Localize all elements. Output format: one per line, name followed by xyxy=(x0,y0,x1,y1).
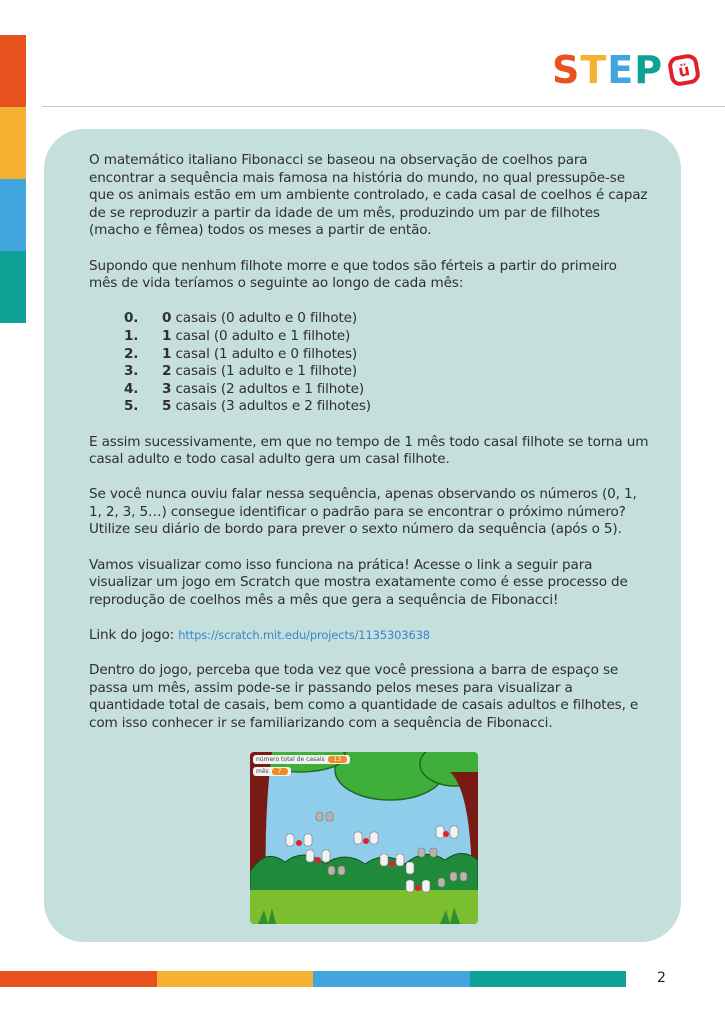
logo-letter-s: S xyxy=(552,48,581,92)
list-item-number: 5. xyxy=(124,398,139,415)
scratch-game-screenshot xyxy=(250,752,478,924)
list-item-value: 1 xyxy=(162,345,172,362)
list-item-number: 1. xyxy=(124,327,139,344)
game-scene xyxy=(250,752,478,924)
paragraph-question: Se você nunca ouviu falar nessa sequência, apenas observando os números (0, 1, 1, 2, 3, 5…) consegue identificar o padrão para se encontrar o próximo número? Utilize seu diário de bordo para prever o sexto número da sequência (após o 5). xyxy=(89,486,637,538)
paragraph-succession: E assim sucessivamente, em que no tempo de 1 mês todo casal filhote se torna um casal adulto e todo casal adulto gera um casal filhote. xyxy=(89,433,649,468)
list-item-text: casais (1 adulto e 1 filhote) xyxy=(171,363,358,380)
monitor-month-value: 7 xyxy=(272,768,288,775)
list-item-value: 5 xyxy=(162,398,172,415)
game-link-label: Link do jogo: xyxy=(89,627,179,644)
list-item xyxy=(89,381,649,399)
side-bar-yellow xyxy=(0,107,26,179)
paragraph-inside-game: Dentro do jogo, perceba que toda vez que você pressiona a barra de espaço se passa um mês, assim pode-se ir passando pelos meses para visualizar a quantidade total de casais, bem como a quantidade de casais adultos e filhotes, e com isso conhecer ir se familiarizando com a sequência de Fibonacci. xyxy=(89,662,639,731)
game-link[interactable]: https://scratch.mit.edu/projects/1135303638 xyxy=(178,628,430,643)
step-logo xyxy=(552,50,699,90)
list-item-value: 0 xyxy=(162,310,172,327)
footer-bar-yellow xyxy=(157,971,314,987)
header-divider xyxy=(42,106,725,107)
list-item xyxy=(89,363,649,381)
list-item-number: 0. xyxy=(124,310,139,327)
side-bar-blue xyxy=(0,179,26,251)
logo-letter-e: E xyxy=(607,48,635,92)
logo-badge-icon: ü xyxy=(667,53,702,88)
list-item-text: casais (0 adulto e 0 filhote) xyxy=(171,310,358,327)
footer-bar-teal xyxy=(470,971,627,987)
monitor-month xyxy=(253,767,291,776)
content-body xyxy=(89,152,649,750)
paragraph-assumption: Supondo que nenhum filhote morre e que todos são férteis a partir do primeiro mês de vida teríamos o seguinte ao longo de cada mês: xyxy=(89,257,617,292)
list-item-value: 2 xyxy=(162,363,172,380)
list-item-value: 3 xyxy=(162,380,172,397)
side-color-bar xyxy=(0,35,26,323)
list-item-text: casal (0 adulto e 1 filhote) xyxy=(171,327,351,344)
logo-letter-p: P xyxy=(634,48,664,92)
monitor-month-label: mês xyxy=(256,768,269,775)
monitor-total-value: 13 xyxy=(328,756,348,763)
list-item xyxy=(89,310,649,328)
month-list xyxy=(89,310,649,416)
footer-color-bar xyxy=(0,971,626,987)
footer-bar-orange xyxy=(0,971,157,987)
list-item-number: 2. xyxy=(124,345,139,362)
game-link-line xyxy=(89,627,649,645)
footer-bar-blue xyxy=(313,971,470,987)
side-bar-orange xyxy=(0,35,26,107)
list-item-text: casais (2 adultos e 1 filhote) xyxy=(171,380,364,397)
list-item-text: casais (3 adultos e 2 filhotes) xyxy=(171,398,371,415)
list-item xyxy=(89,328,649,346)
list-item-number: 3. xyxy=(124,363,139,380)
list-item-value: 1 xyxy=(162,327,172,344)
list-item-number: 4. xyxy=(124,380,139,397)
side-bar-teal xyxy=(0,251,26,323)
monitor-total-couples xyxy=(253,755,350,764)
monitor-total-label: número total de casais xyxy=(256,756,325,763)
list-item-text: casal (1 adulto e 0 filhotes) xyxy=(171,345,358,362)
page-number: 2 xyxy=(657,970,666,986)
paragraph-practice: Vamos visualizar como isso funciona na prática! Acesse o link a seguir para visualizar um jogo em Scratch que mostra exatamente como é esse processo de reprodução de coelhos mês a mês que gera a sequência de Fibonacci! xyxy=(89,556,628,608)
list-item xyxy=(89,398,649,416)
list-item xyxy=(89,346,649,364)
paragraph-intro: O matemático italiano Fibonacci se baseou na observação de coelhos para encontrar a sequência mais famosa na história do mundo, no qual pressupõe-se que os animais estão em um ambiente controlado, e cada casal de coelhos é capaz de se reproduzir a partir da idade de um mês, produzindo um par de filhotes (macho e fêmea) todos os meses a partir de então. xyxy=(89,152,648,239)
logo-letter-t: T xyxy=(580,48,608,92)
